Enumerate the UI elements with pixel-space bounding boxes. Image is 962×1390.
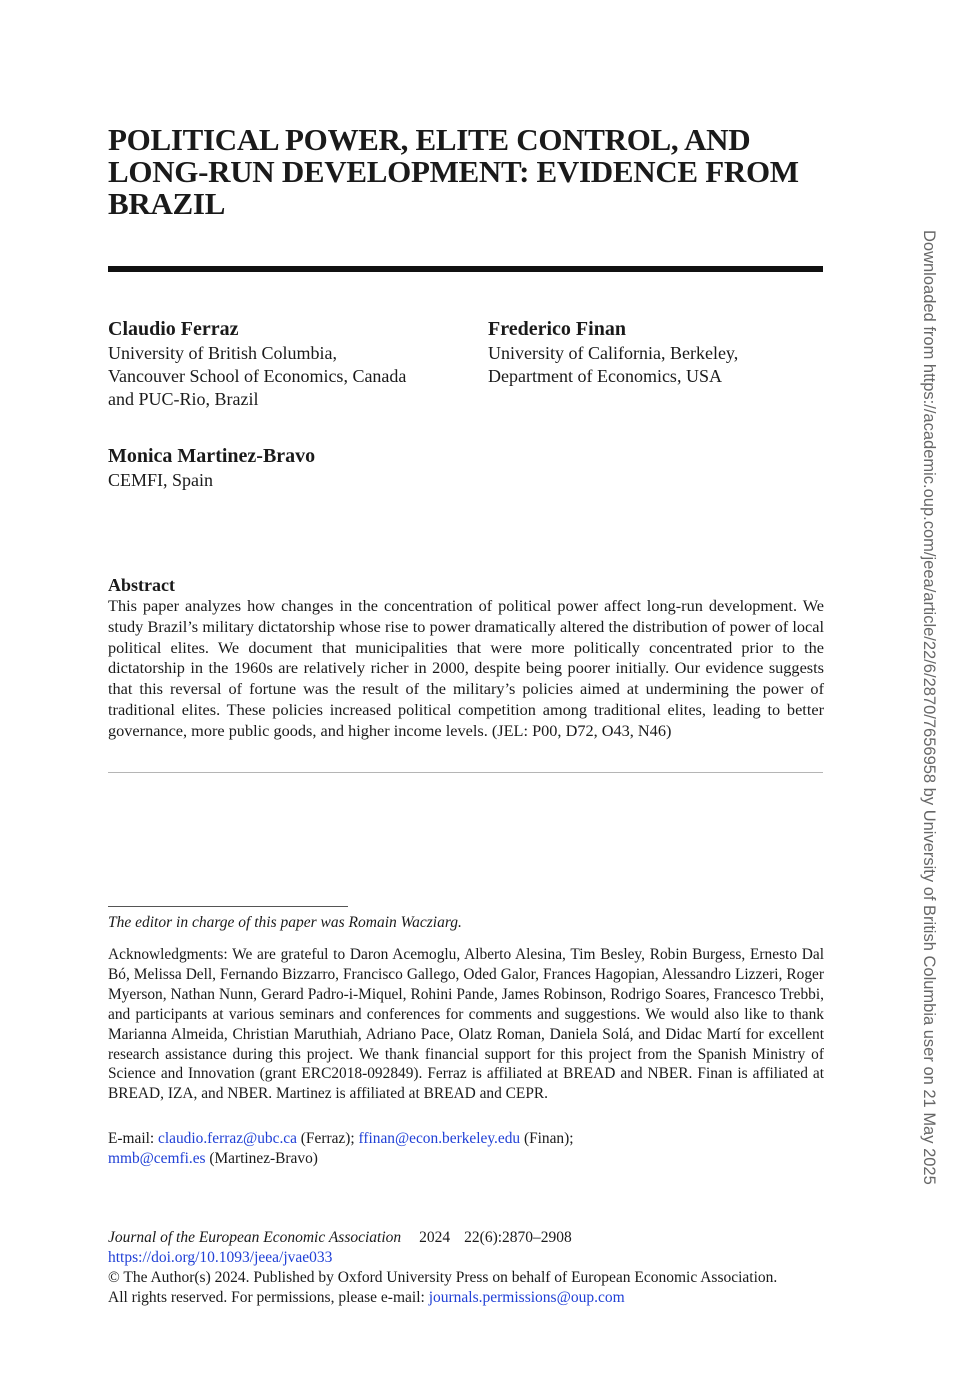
abstract-text: This paper analyzes how changes in the concentration of political power affect long-run development. We study Brazil’s military dictatorship whose rise to power dramatically altered the distribution of power of local political elites. We document that municipalities that were more politically concentrated prior to the dictatorship in the 1960s are relatively richer in 2000, despite being poorer initially. Our evidence suggests that this reversal of fortune was the result of the military’s policies aimed at undermining the power of traditional elites. These policies increased political competition among traditional elites, leading to better governance, more public goods, and higher income levels. (JEL: P00, D72, O43, N46) xyxy=(108,596,824,740)
author-block-ferraz xyxy=(108,316,406,411)
copyright-line: © The Author(s) 2024. Published by Oxford University Press on behalf of European Economic Association. xyxy=(108,1269,778,1286)
email-block xyxy=(108,1129,824,1169)
download-notice: Downloaded from https://academic.oup.com/jeea/article/22/6/2870/7656958 by University of British Columbia user on 21 May 2025 xyxy=(920,230,938,1185)
title-line-2: LONG-RUN DEVELOPMENT: EVIDENCE FROM xyxy=(108,154,799,189)
author-name: Monica Martinez-Bravo xyxy=(108,445,316,467)
email-label: E-mail: xyxy=(108,1130,155,1147)
author-affiliation-line: Vancouver School of Economics, Canada xyxy=(108,366,407,386)
journal-volume-pages: 22(6):2870–2908 xyxy=(464,1229,572,1246)
journal-info xyxy=(108,1228,828,1308)
title-line-3: BRAZIL xyxy=(108,186,226,221)
author-affiliation-line: University of California, Berkeley, xyxy=(488,343,739,363)
author-name: Claudio Ferraz xyxy=(108,318,239,340)
email-suffix: (Finan); xyxy=(520,1130,574,1147)
email-link-martinez-bravo[interactable]: mmb@cemfi.es xyxy=(108,1150,206,1167)
email-link-ferraz[interactable]: claudio.ferraz@ubc.ca xyxy=(158,1130,297,1147)
title-divider xyxy=(108,266,823,272)
author-affiliation-line: CEMFI, Spain xyxy=(108,470,214,490)
author-affiliation-line: Department of Economics, USA xyxy=(488,366,722,386)
author-affiliation-line: University of British Columbia, xyxy=(108,343,337,363)
abstract-heading: Abstract xyxy=(108,575,175,595)
rights-text: All rights reserved. For permissions, please e-mail: xyxy=(108,1289,425,1306)
journal-year: 2024 xyxy=(419,1229,451,1246)
journal-name: Journal of the European Economic Association xyxy=(108,1229,402,1246)
footnote-rule xyxy=(108,906,348,907)
abstract-divider xyxy=(108,772,823,773)
author-affiliation-line: and PUC-Rio, Brazil xyxy=(108,389,259,409)
paper-title xyxy=(108,124,828,220)
email-suffix: (Ferraz); xyxy=(296,1130,355,1147)
author-block-finan xyxy=(488,316,738,388)
author-block-martinez-bravo xyxy=(108,443,315,492)
permissions-email-link[interactable]: journals.permissions@oup.com xyxy=(428,1289,625,1306)
abstract-section xyxy=(108,574,824,742)
email-link-finan[interactable]: ffinan@econ.berkeley.edu xyxy=(358,1130,521,1147)
author-name: Frederico Finan xyxy=(488,318,626,340)
editor-note: The editor in charge of this paper was Romain Wacziarg. xyxy=(108,914,462,931)
doi-link[interactable]: https://doi.org/10.1093/jeea/jvae033 xyxy=(108,1249,333,1266)
email-suffix: (Martinez-Bravo) xyxy=(205,1150,318,1167)
journal-citation-line xyxy=(108,1228,828,1248)
acknowledgments: Acknowledgments: We are grateful to Daron Acemoglu, Alberto Alesina, Tim Besley, Robin Burgess, Ernesto Dal Bó, Melissa Dell, Fernando Bizzarro, Francisco Gallego, Oded Galor, Frances Hagopian, Alessandro Lizzeri, Roger Myerson, Nathan Nunn, Gerard Padro-i-Miquel, Rohini Pande, James Robinson, Rodrigo Soares, Francesco Trebbi, and participants at various seminars and conferences for comments and suggestions. We would also like to thank Marianna Almeida, Christian Maruthiah, Adriano Pace, Olatz Roman, Daniela Solá, and Didac Martí for excellent research assistance during this project. We thank financial support for this project from the Spanish Ministry of Science and Innovation (grant ERC2018-092849). Ferraz is affiliated at BREAD and NBER. Finan is affiliated at BREAD, IZA, and NBER. Martinez is affiliated at BREAD and CEPR. xyxy=(108,946,824,1103)
rights-line xyxy=(108,1288,828,1308)
title-line-1: POLITICAL POWER, ELITE CONTROL, AND xyxy=(108,122,751,157)
